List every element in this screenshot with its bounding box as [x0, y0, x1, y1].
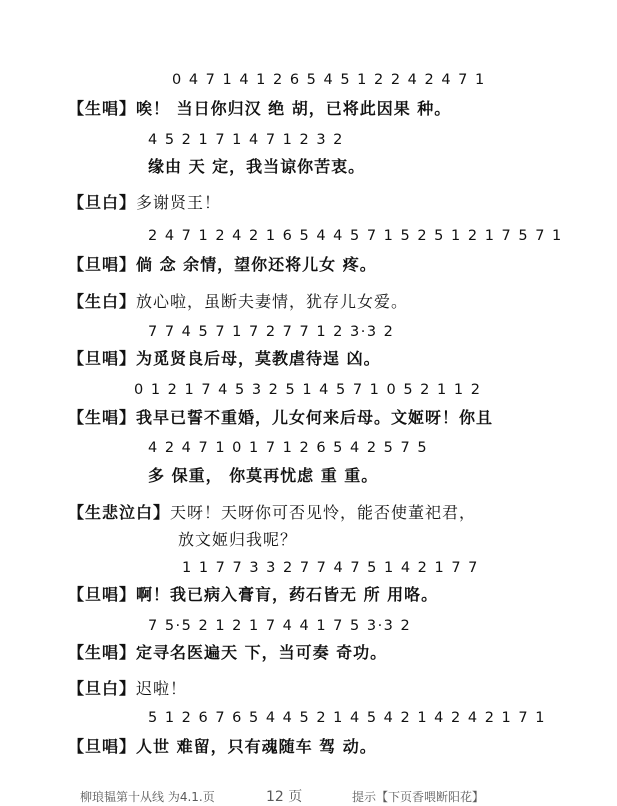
- jianpu-line-8: 4 2 4 7 1 0 1 7 1 2 6 5 4 2 5 7 5: [148, 440, 429, 456]
- footer-note-left: 柳琅韫第十从线 为4.1.页: [80, 790, 215, 804]
- lyric-text: 唉！ 当日你归汉 绝 胡，已将此因果 种。: [136, 99, 452, 118]
- speech-line-12: [68, 676, 187, 699]
- speech-line-9: [68, 500, 476, 523]
- footer-note-right: 提示【下页香喂断阳花】: [352, 790, 485, 804]
- lyric-line-6: [68, 346, 381, 369]
- speech-line-5: [68, 289, 408, 312]
- role-tag: 【生唱】: [68, 643, 137, 662]
- lyric-line-8: 多 保重， 你莫再忧虑 重 重。: [148, 466, 379, 485]
- role-tag: 【生唱】: [68, 408, 137, 427]
- lyric-line-2: 缘由 天 定，我当谅你苦衷。: [148, 157, 366, 176]
- lyric-text: 为觅贤良后母，莫教虐待逞 凶。: [136, 349, 381, 368]
- lyric-text: 我早已誓不重婚，儿女何来后母。文姬呀！你且: [136, 408, 494, 427]
- lyric-line-10: [68, 582, 438, 605]
- speech-text: 放心啦，虽断夫妻情，犹存儿女爱。: [136, 292, 409, 311]
- lyric-text: 定寻名医遍天 下，当可奏 奇功。: [136, 643, 388, 662]
- lyric-text: 啊！我已病入膏肓，药石皆无 所 用咯。: [136, 585, 439, 604]
- jianpu-line-4: 2 4 7 1 2 4 2 1 6 5 4 4 5 7 1 5 2 5 1 2 1 7 5 7 1: [148, 228, 563, 244]
- speech-line-9b: [178, 527, 297, 550]
- lyric-text: 倘 念 余情，望你还将儿女 疼。: [136, 255, 377, 274]
- speech-text: 天呀！天呀你可否见怜，能否使董祀君，: [170, 503, 477, 522]
- jianpu-line-7: 0 1 2 1 7 4 5 3 2 5 1 4 5 7 1 0 5 2 1 1 2: [134, 382, 482, 398]
- jianpu-line-10: 1 1 7 7 3 3 2 7 7 4 7 5 1 4 2 1 7 7: [182, 560, 479, 576]
- lyric-line-4: [68, 252, 377, 275]
- jianpu-line-1: 0 4 7 1 4 1 2 6 5 4 5 1 2 2 4 2 4 7 1: [172, 72, 486, 88]
- role-tag: 【旦唱】: [68, 585, 137, 604]
- speech-text: 多谢贤王！: [136, 193, 222, 212]
- role-tag: 【生唱】: [68, 99, 137, 118]
- lyric-line-1: [68, 96, 451, 119]
- lyric-line-11: [68, 640, 387, 663]
- role-tag: 【旦唱】: [68, 349, 137, 368]
- jianpu-line-13: 5 1 2 6 7 6 5 4 4 5 2 1 4 5 4 2 1 4 2 4 2 1 7 1: [148, 710, 546, 726]
- role-tag: 【生悲泣白】: [68, 503, 171, 522]
- speech-text: 迟啦！: [136, 679, 188, 698]
- role-tag: 【旦唱】: [68, 255, 137, 274]
- lyric-line-13: [68, 734, 377, 757]
- speech-text-continued: 放文姬归我呢？: [178, 530, 298, 549]
- role-tag: 【旦白】: [68, 679, 137, 698]
- footer-page-number: 12 页: [266, 789, 303, 805]
- role-tag: 【生白】: [68, 292, 137, 311]
- jianpu-line-11: 7 5·5 2 1 2 1 7 4 4 1 7 5 3·3 2: [148, 618, 412, 634]
- role-tag: 【旦白】: [68, 193, 137, 212]
- lyric-line-7: [68, 405, 493, 428]
- jianpu-line-2: 4 5 2 1 7 1 4 7 1 2 3 2: [148, 132, 344, 148]
- role-tag: 【旦唱】: [68, 737, 137, 756]
- lyric-text: 人世 难留，只有魂随车 驾 动。: [136, 737, 377, 756]
- jianpu-line-6: 7 7 4 5 7 1 7 2 7 7 1 2 3·3 2: [148, 324, 395, 340]
- speech-line-3: [68, 190, 221, 213]
